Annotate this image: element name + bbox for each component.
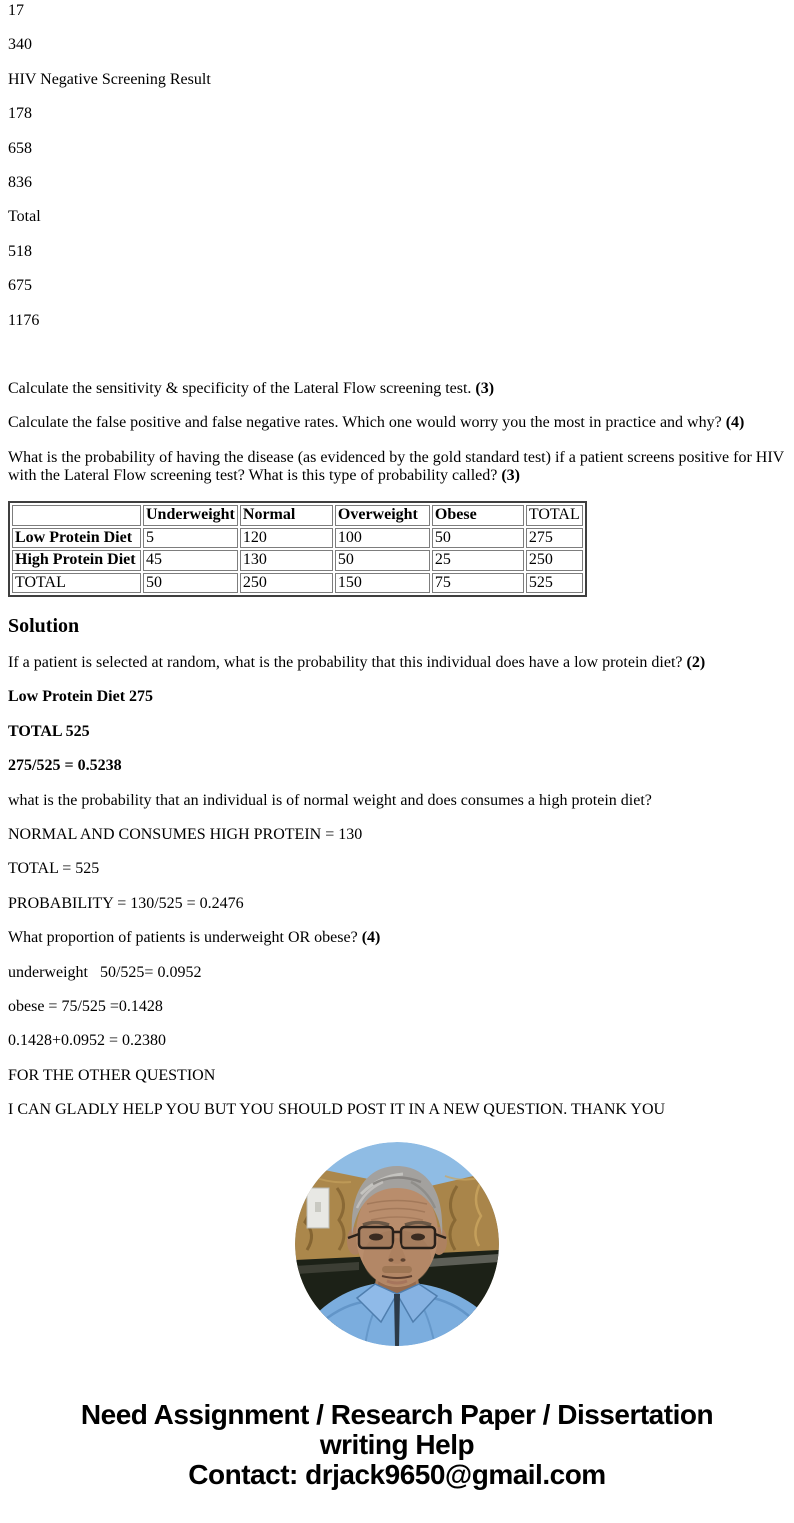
solution-work3-line1: underweight 50/525= 0.0952 <box>8 963 202 981</box>
table-header-row <box>12 505 583 525</box>
solution-q2: what is the probability that an individual is of normal weight and does consumes a high protein diet? <box>8 791 652 809</box>
header-cell-overweight: Overweight <box>335 505 430 525</box>
intro-line-4: 178 <box>8 105 32 123</box>
solution-work3-line2: obese = 75/525 =0.1428 <box>8 997 163 1015</box>
header-cell-underweight: Underweight <box>143 505 238 525</box>
question-1-marks: (3) <box>475 379 495 397</box>
question-3 <box>8 449 786 486</box>
solution-q3-marks: (4) <box>361 929 381 947</box>
intro-line-7: Total <box>8 208 41 226</box>
solution-heading: Solution <box>8 615 80 638</box>
solution-work1-line1: Low Protein Diet 275 <box>8 688 154 706</box>
question-3-text: What is the probability of having the disease (as evidenced by the gold standard test) if a patient screens positive for HIV with the Lateral Flow screening test? What is this type of probability called? <box>8 448 784 485</box>
profile-photo <box>295 1142 499 1346</box>
row-label-high-protein: High Protein Diet <box>12 550 141 570</box>
cell: 100 <box>335 528 430 548</box>
cell: 45 <box>143 550 238 570</box>
diet-table <box>8 501 587 597</box>
cell: 50 <box>432 528 524 548</box>
question-1 <box>8 380 786 398</box>
cell: 75 <box>432 573 524 593</box>
photo-eyes <box>369 1233 383 1240</box>
header-cell-empty <box>12 505 141 525</box>
intro-line-3: HIV Negative Screening Result <box>8 70 211 88</box>
cell: 130 <box>240 550 333 570</box>
cell: 525 <box>526 573 583 593</box>
cell: 250 <box>240 573 333 593</box>
solution-q1-marks: (2) <box>686 654 706 672</box>
cell: 50 <box>143 573 238 593</box>
intro-line-6: 836 <box>8 173 32 191</box>
solution-work2-line2: TOTAL = 525 <box>8 860 100 878</box>
header-cell-obese: Obese <box>432 505 524 525</box>
solution-note-2: I CAN GLADLY HELP YOU BUT YOU SHOULD POST IT IN A NEW QUESTION. THANK YOU <box>8 1101 666 1119</box>
solution-work3-line3: 0.1428+0.0952 = 0.2380 <box>8 1032 167 1050</box>
intro-line-10: 1176 <box>8 311 40 329</box>
intro-line-2: 340 <box>8 36 32 54</box>
header-cell-total: TOTAL <box>526 505 583 525</box>
solution-work1-line2: TOTAL 525 <box>8 722 90 740</box>
row-label-low-protein: Low Protein Diet <box>12 528 141 548</box>
table-row <box>12 550 583 570</box>
question-2-marks: (4) <box>725 414 745 432</box>
question-2 <box>8 414 786 432</box>
solution-work1-line3: 275/525 = 0.5238 <box>8 757 122 775</box>
solution-q1-text: If a patient is selected at random, what is the probability that this individual does have a low protein diet? <box>8 654 683 672</box>
table-row <box>12 573 583 593</box>
footer-line-1: Need Assignment / Research Paper / Dissertation <box>80 1398 714 1430</box>
footer-advert <box>8 1400 786 1490</box>
cell: 150 <box>335 573 430 593</box>
solution-work2-line3: PROBABILITY = 130/525 = 0.2476 <box>8 894 244 912</box>
question-3-marks: (3) <box>501 467 520 485</box>
cell: 275 <box>526 528 583 548</box>
intro-line-1: 17 <box>8 2 24 19</box>
footer-contact-email: Contact: drjack9650@gmail.com <box>188 1458 606 1490</box>
footer-line-2: writing Help <box>319 1428 475 1460</box>
cell: 5 <box>143 528 238 548</box>
solution-q3-text: What proportion of patients is underweight OR obese? <box>8 929 358 947</box>
intro-line-9: 675 <box>8 277 32 295</box>
row-label-total: TOTAL <box>12 573 141 593</box>
question-1-text: Calculate the sensitivity & specificity of the Lateral Flow screening test. <box>8 379 472 397</box>
intro-line-5: 658 <box>8 139 32 157</box>
intro-line-8: 518 <box>8 242 32 260</box>
header-cell-normal: Normal <box>240 505 333 525</box>
solution-q1 <box>8 654 786 672</box>
profile-photo-container <box>8 1142 786 1351</box>
solution-work2-line1: NORMAL AND CONSUMES HIGH PROTEIN = 130 <box>8 825 363 843</box>
cell: 50 <box>335 550 430 570</box>
cell: 25 <box>432 550 524 570</box>
solution-note-1: FOR THE OTHER QUESTION <box>8 1066 216 1084</box>
solution-q3 <box>8 929 786 947</box>
cell: 250 <box>526 550 583 570</box>
question-2-text: Calculate the false positive and false negative rates. Which one would worry you the most in practice and why? <box>8 414 722 432</box>
table-row <box>12 528 583 548</box>
cell: 120 <box>240 528 333 548</box>
